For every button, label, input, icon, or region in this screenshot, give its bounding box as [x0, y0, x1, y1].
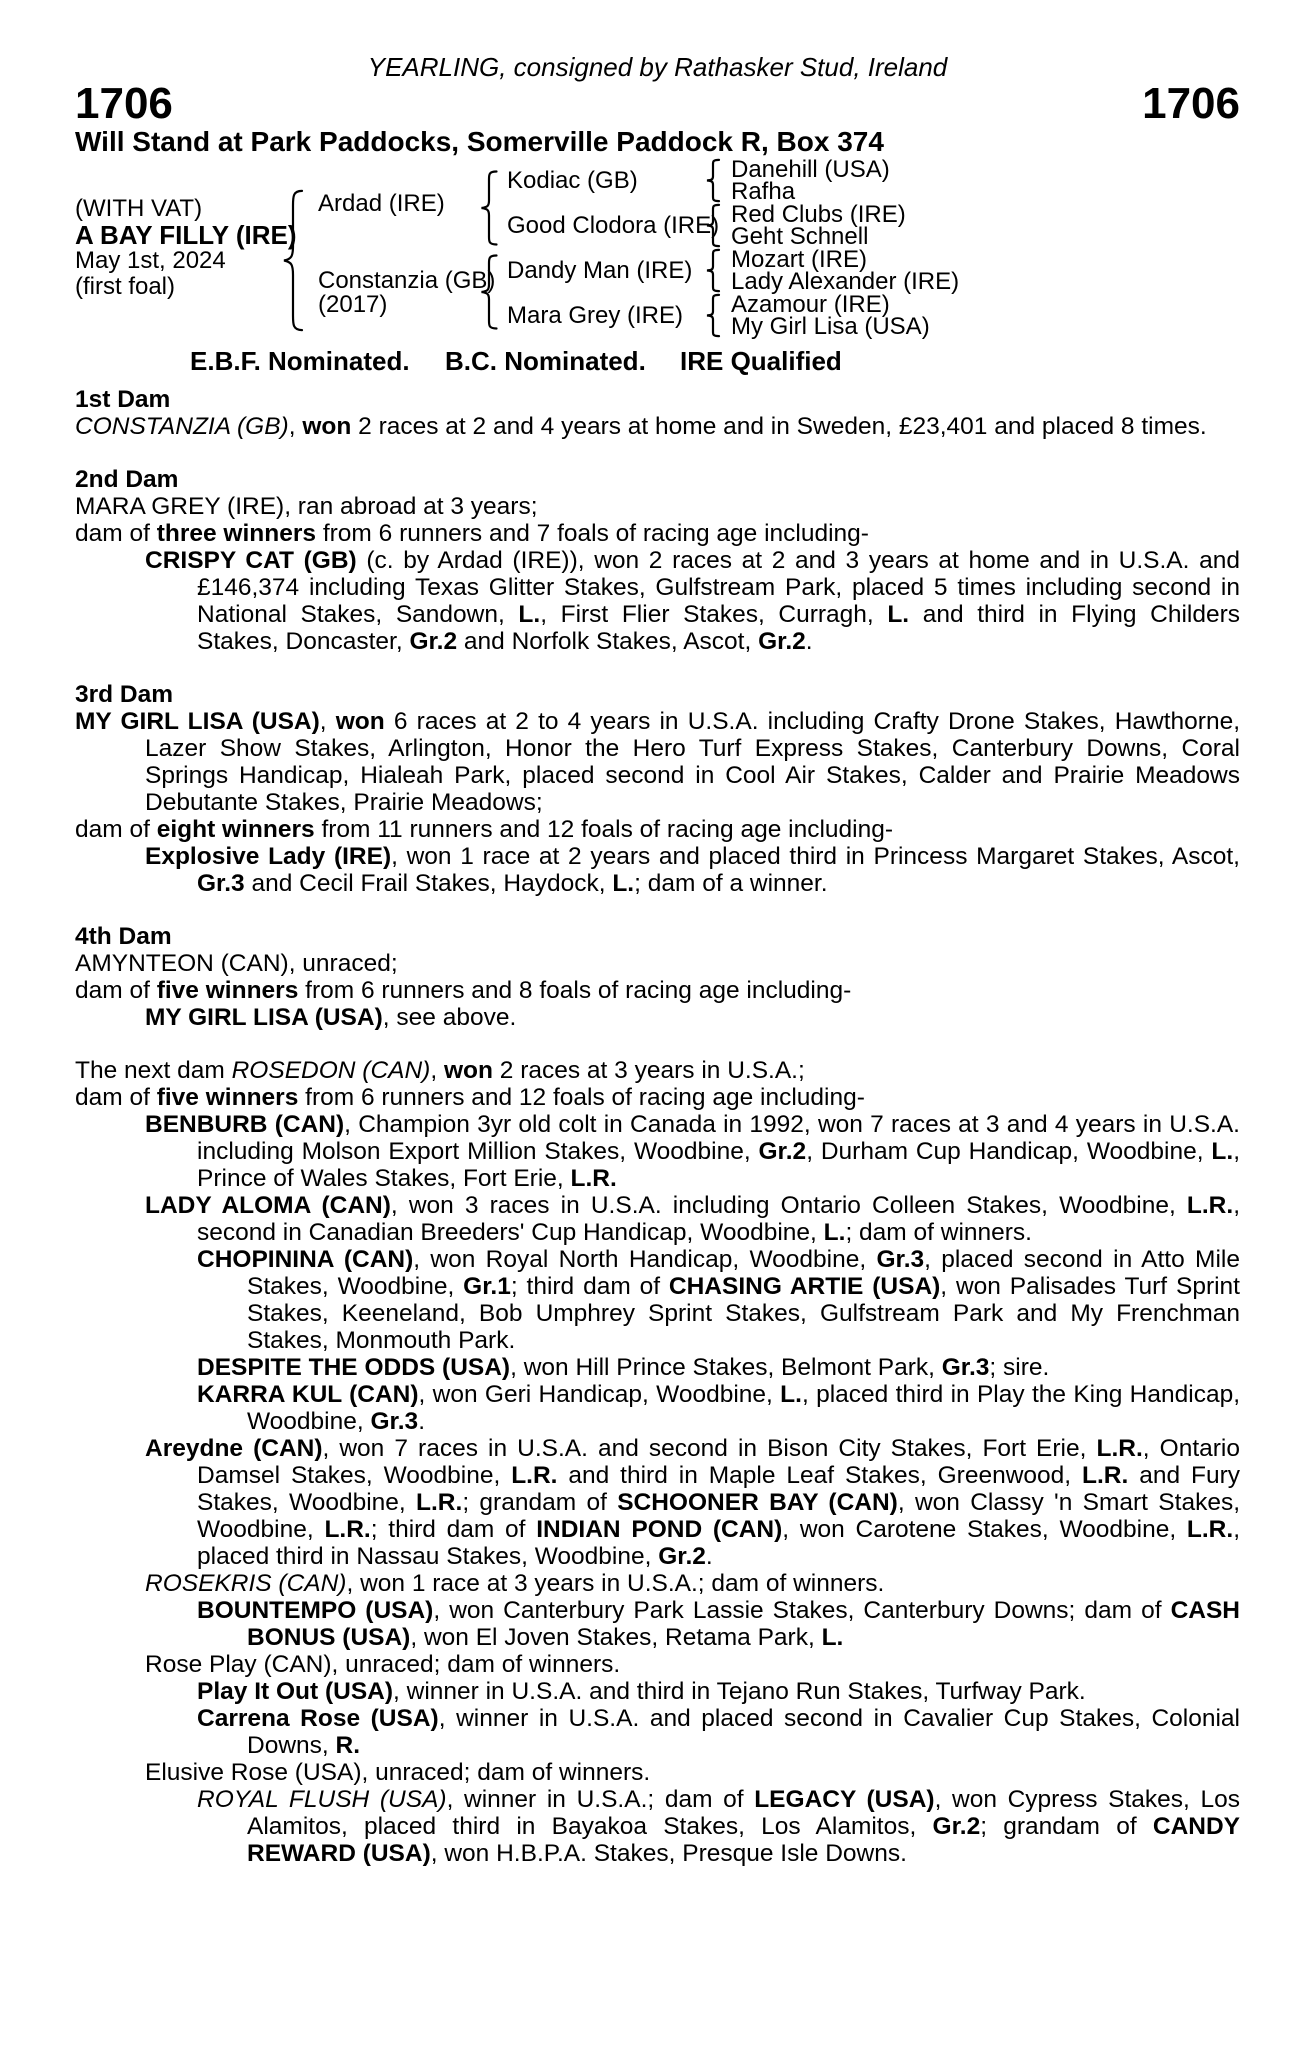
pedigree-ancestor: Azamour (IRE) [731, 291, 890, 318]
nominations-row [75, 346, 1240, 378]
text-segment: and Norfolk Stakes, Ascot, [457, 628, 759, 655]
pedigree-ancestor: Geht Schnell [731, 223, 869, 250]
text-segment: Gr.2 [932, 1813, 981, 1840]
text-segment: , won Royal North Handicap, Woodbine, [413, 1246, 877, 1273]
pedigree-brace [281, 188, 305, 333]
pedigree-brace [705, 249, 721, 292]
lot-number-row [75, 79, 1240, 128]
section-gap [75, 440, 1240, 466]
text-segment: Areydne (CAN) [145, 1435, 323, 1462]
pedigree-ancestor: Mozart (IRE) [731, 246, 868, 273]
pedigree-text [75, 386, 1240, 1867]
text-segment: CASH BONUS (USA) [247, 1597, 1240, 1651]
text-segment: , [288, 413, 303, 440]
section-gap [75, 655, 1240, 681]
pedigree-ancestor: My Girl Lisa (USA) [731, 313, 930, 340]
text-segment: won [335, 708, 385, 735]
text-segment: three winners [156, 520, 317, 547]
pedigree-brace [705, 294, 721, 337]
text-segment: CHASING ARTIE (USA) [668, 1273, 941, 1300]
text-segment: L. [821, 1624, 844, 1651]
text-segment: , Prince of Wales Stakes, Fort Erie, [197, 1138, 1240, 1192]
text-segment: , won 1 race at 3 years in U.S.A.; dam of winners. [346, 1570, 885, 1597]
section-gap [75, 897, 1240, 923]
text-segment: SCHOONER BAY (CAN) [617, 1489, 898, 1516]
text-segment: , First Flier Stakes, Curragh, [540, 601, 888, 628]
text-segment: L.R. [511, 1462, 558, 1489]
body-paragraph [75, 1570, 1240, 1597]
foaling-date: May 1st, 2024 [75, 247, 226, 274]
text-segment: Rose Play (CAN), unraced; dam of winners. [145, 1651, 621, 1678]
body-paragraph [75, 1084, 1240, 1111]
body-paragraph [75, 1597, 1240, 1651]
text-segment: L. [780, 1381, 802, 1408]
text-segment: five winners [156, 1084, 299, 1111]
text-segment: L.R. [416, 1489, 463, 1516]
body-paragraph [75, 1057, 1240, 1084]
text-segment: , won Geri Handicap, Woodbine, [418, 1381, 781, 1408]
body-paragraph [75, 1381, 1240, 1435]
text-segment: , second in Canadian Breeders' Cup Handicap, Woodbine, [197, 1192, 1240, 1246]
text-segment: , won 7 races in U.S.A. and second in Bison City Stakes, Fort Erie, [322, 1435, 1097, 1462]
text-segment: , won 3 races in U.S.A. including Ontario Colleen Stakes, Woodbine, [390, 1192, 1187, 1219]
text-segment: won [302, 413, 352, 440]
text-segment: . [805, 628, 813, 655]
text-segment: L.R. [1186, 1516, 1234, 1543]
text-segment: ROSEDON (CAN) [231, 1057, 431, 1084]
text-segment: Gr.2 [758, 1138, 807, 1165]
pedigree-brace [705, 159, 721, 202]
text-segment: dam of [75, 816, 157, 843]
text-segment: and third in Maple Leaf Stakes, Greenwood, [557, 1462, 1082, 1489]
pedigree-ancestor: Danehill (USA) [731, 156, 890, 183]
text-segment: CRISPY CAT (GB) [145, 547, 357, 574]
body-paragraph [75, 1678, 1240, 1705]
pedigree-brace [479, 170, 499, 246]
text-segment: LADY ALOMA (CAN) [145, 1192, 391, 1219]
body-paragraph [75, 1111, 1240, 1192]
text-segment: R. [335, 1732, 361, 1759]
text-segment: from 6 runners and 8 foals of racing age including- [298, 977, 852, 1004]
text-segment: , won Palisades Turf Sprint Stakes, Keeneland, Bob Umphrey Sprint Stakes, Gulfstream Park and My Frenchman Stakes, Monmouth Park. [247, 1273, 1240, 1354]
text-segment: , [430, 1057, 444, 1084]
foal-note: (first foal) [75, 273, 176, 300]
body-paragraph [75, 413, 1240, 440]
text-segment: dam of [75, 1084, 157, 1111]
text-segment: , Champion 3yr old colt in Canada in 1992, won 7 races at 3 and 4 years in U.S.A. including Molson Export Million Stakes, Woodbine, [197, 1111, 1240, 1165]
text-segment: L. [887, 601, 910, 628]
text-segment: KARRA KUL (CAN) [197, 1381, 419, 1408]
body-paragraph [75, 1705, 1240, 1759]
text-segment: Gr.2 [658, 1543, 706, 1570]
text-segment: 6 races at 2 to 4 years in U.S.A. including Crafty Drone Stakes, Hawthorne, Lazer Show Stakes, Arlington, Honor the Hero Turf Express Stakes, Canterbury Downs, Coral Springs Handicap, Hialeah Park, placed second in Cool Air Stakes, Calder and Prairie Meadows Debutante Stakes, Prairie Meadows; [145, 708, 1240, 816]
text-segment: Gr.3 [370, 1408, 419, 1435]
text-segment: , won Carotene Stakes, Woodbine, [782, 1516, 1187, 1543]
text-segment: Gr.2 [758, 628, 806, 655]
text-segment: ; grandam of [980, 1813, 1153, 1840]
text-segment: . [705, 1543, 713, 1570]
text-segment: dam of [75, 977, 157, 1004]
body-paragraph [75, 1786, 1240, 1867]
body-paragraph [75, 708, 1240, 816]
catalogue-page [0, 52, 1315, 2052]
text-segment: Explosive Lady (IRE) [145, 843, 392, 870]
dam-name-block [318, 269, 495, 317]
text-segment: won [443, 1057, 493, 1084]
text-segment: , won Canterbury Park Lassie Stakes, Canterbury Downs; dam of [433, 1597, 1171, 1624]
stand-location-line: Will Stand at Park Paddocks, Somerville Paddock R, Box 374 [75, 126, 884, 157]
body-paragraph [75, 1651, 1240, 1678]
text-segment: . [418, 1408, 425, 1435]
text-segment: dam of [75, 520, 157, 547]
pedigree-ancestor: Red Clubs (IRE) [731, 201, 906, 228]
sire-name: Ardad (IRE) [318, 190, 445, 217]
text-segment: L.R. [324, 1516, 371, 1543]
dam-name: Constanzia (GB) [318, 267, 496, 294]
text-segment: , winner in U.S.A. and third in Tejano Run Stakes, Turfway Park. [393, 1678, 1086, 1705]
text-segment: ; third dam of [370, 1516, 537, 1543]
text-segment: 2 races at 3 years in U.S.A.; [492, 1057, 805, 1084]
text-segment: AMYNTEON (CAN), unraced; [75, 950, 398, 977]
text-segment: The next dam [75, 1057, 232, 1084]
text-segment: L. [612, 870, 635, 897]
text-segment: INDIAN POND (CAN) [536, 1516, 783, 1543]
text-segment: , placed third in Nassau Stakes, Woodbine, [197, 1516, 1240, 1570]
text-segment: , won Hill Prince Stakes, Belmont Park, [510, 1354, 942, 1381]
body-paragraph [75, 547, 1240, 655]
pedigree-table [75, 158, 1240, 340]
text-segment: and third in Flying Childers Stakes, Doncaster, [197, 601, 1240, 655]
text-segment: , Ontario Damsel Stakes, Woodbine, [197, 1435, 1240, 1489]
text-segment: , placed second in Atto Mile Stakes, Woodbine, [247, 1246, 1240, 1300]
text-segment: Gr.1 [463, 1273, 511, 1300]
text-segment: ; sire. [989, 1354, 1050, 1381]
consignor-line: YEARLING, consigned by Rathasker Stud, Ireland [367, 52, 948, 82]
subject-name: A BAY FILLY (IRE) [75, 220, 297, 250]
text-segment: , placed third in Play the King Handicap, Woodbine, [247, 1381, 1241, 1435]
text-segment: CONSTANZIA (GB) [75, 413, 289, 440]
damsire-name: Dandy Man (IRE) [507, 257, 693, 284]
text-segment: L.R. [1096, 1435, 1143, 1462]
text-segment: MARA GREY (IRE), ran abroad at 3 years; [75, 493, 538, 520]
ire-qualified: IRE Qualified [680, 346, 842, 376]
text-segment: , see above. [382, 1004, 517, 1031]
body-paragraph [75, 950, 1240, 977]
text-segment: L. [518, 601, 541, 628]
text-segment: MY GIRL LISA (USA) [75, 708, 320, 735]
text-segment: BENBURB (CAN) [145, 1111, 345, 1138]
text-segment: , winner in U.S.A. and placed second in Cavalier Cup Stakes, Colonial Downs, [247, 1705, 1240, 1759]
body-paragraph [75, 1435, 1240, 1570]
body-paragraph [75, 977, 1240, 1004]
body-paragraph [75, 1759, 1240, 1786]
body-paragraph [75, 843, 1240, 897]
text-segment: , winner in U.S.A.; dam of [446, 1786, 755, 1813]
text-segment: from 6 runners and 12 foals of racing age including- [298, 1084, 865, 1111]
text-segment: , Durham Cup Handicap, Woodbine, [806, 1138, 1212, 1165]
body-paragraph [75, 493, 1240, 520]
lot-number-right: 1706 [1142, 79, 1240, 128]
text-segment: LEGACY (USA) [754, 1786, 935, 1813]
text-segment: Gr.3 [876, 1246, 925, 1273]
text-segment: eight winners [156, 816, 315, 843]
text-segment: Play It Out (USA) [197, 1678, 394, 1705]
text-segment: five winners [156, 977, 299, 1004]
text-segment: ROYAL FLUSH (USA) [197, 1786, 447, 1813]
text-segment: ROSEKRIS (CAN) [145, 1570, 347, 1597]
body-paragraph [75, 520, 1240, 547]
text-segment: (c. by Ardad (IRE)), won 2 races at 2 and 3 years at home and in U.S.A. and £146,374 including Texas Glitter Stakes, Gulfstream Park, placed 5 times including second in National Stakes, Sandown, [197, 547, 1240, 628]
text-segment: , won El Joven Stakes, Retama Park, [410, 1624, 822, 1651]
body-paragraph [75, 816, 1240, 843]
text-segment: Gr.3 [941, 1354, 990, 1381]
text-segment: , [319, 708, 336, 735]
text-segment: L.R. [570, 1165, 617, 1192]
text-segment: and Cecil Frail Stakes, Haydock, [244, 870, 613, 897]
body-paragraph [75, 1192, 1240, 1246]
text-segment: and Fury Stakes, Woodbine, [197, 1462, 1240, 1516]
grandsire-name: Kodiac (GB) [507, 167, 638, 194]
text-segment: from 6 runners and 7 foals of racing age including- [316, 520, 869, 547]
text-segment: , won Classy 'n Smart Stakes, Woodbine, [197, 1489, 1241, 1543]
section-heading: 1st Dam [75, 386, 171, 413]
text-segment: Elusive Rose (USA), unraced; dam of winners. [145, 1759, 651, 1786]
text-segment: L. [823, 1219, 846, 1246]
bc-nomination: B.C. Nominated. [445, 346, 646, 376]
body-paragraph [75, 1246, 1240, 1354]
body-paragraph [75, 1004, 1240, 1031]
second-dam-name: Mara Grey (IRE) [507, 302, 684, 329]
text-segment: CANDY REWARD (USA) [247, 1813, 1240, 1867]
section-heading: 3rd Dam [75, 681, 174, 708]
text-segment: ; grandam of [462, 1489, 618, 1516]
text-segment: BOUNTEMPO (USA) [197, 1597, 434, 1624]
lot-number-left: 1706 [75, 79, 173, 128]
text-segment: Gr.3 [197, 870, 245, 897]
text-segment: , won H.B.P.A. Stakes, Presque Isle Downs. [430, 1840, 907, 1867]
text-segment: ; dam of winners. [845, 1219, 1032, 1246]
text-segment: , won 1 race at 2 years and placed third in Princess Margaret Stakes, Ascot, [391, 843, 1240, 870]
text-segment: DESPITE THE ODDS (USA) [197, 1354, 511, 1381]
text-segment: 2 races at 2 and 4 years at home and in Sweden, £23,401 and placed 8 times. [351, 413, 1207, 440]
granddam-name: Good Clodora (IRE) [507, 212, 720, 239]
section-gap [75, 1031, 1240, 1057]
body-paragraph [75, 1354, 1240, 1381]
text-segment: from 11 runners and 12 foals of racing age including- [314, 816, 893, 843]
text-segment: ; third dam of [510, 1273, 669, 1300]
dam-year: (2017) [318, 291, 388, 318]
ebf-nomination: E.B.F. Nominated. [190, 346, 410, 376]
pedigree-ancestor: Lady Alexander (IRE) [731, 268, 960, 295]
text-segment: L.R. [1082, 1462, 1129, 1489]
text-segment: , won Cypress Stakes, Los Alamitos, placed third in Bayakoa Stakes, Los Alamitos, [247, 1786, 1240, 1840]
text-segment: L.R. [1186, 1192, 1234, 1219]
section-heading: 4th Dam [75, 923, 172, 950]
pedigree-ancestor: Rafha [731, 178, 796, 205]
text-segment: Carrena Rose (USA) [197, 1705, 439, 1732]
section-heading: 2nd Dam [75, 466, 179, 493]
text-segment: Gr.2 [409, 628, 458, 655]
text-segment: MY GIRL LISA (USA) [145, 1004, 383, 1031]
vat-note: (WITH VAT) [75, 195, 203, 222]
text-segment: ; dam of a winner. [634, 870, 828, 897]
text-segment: CHOPININA (CAN) [197, 1246, 414, 1273]
text-segment: L. [1211, 1138, 1234, 1165]
